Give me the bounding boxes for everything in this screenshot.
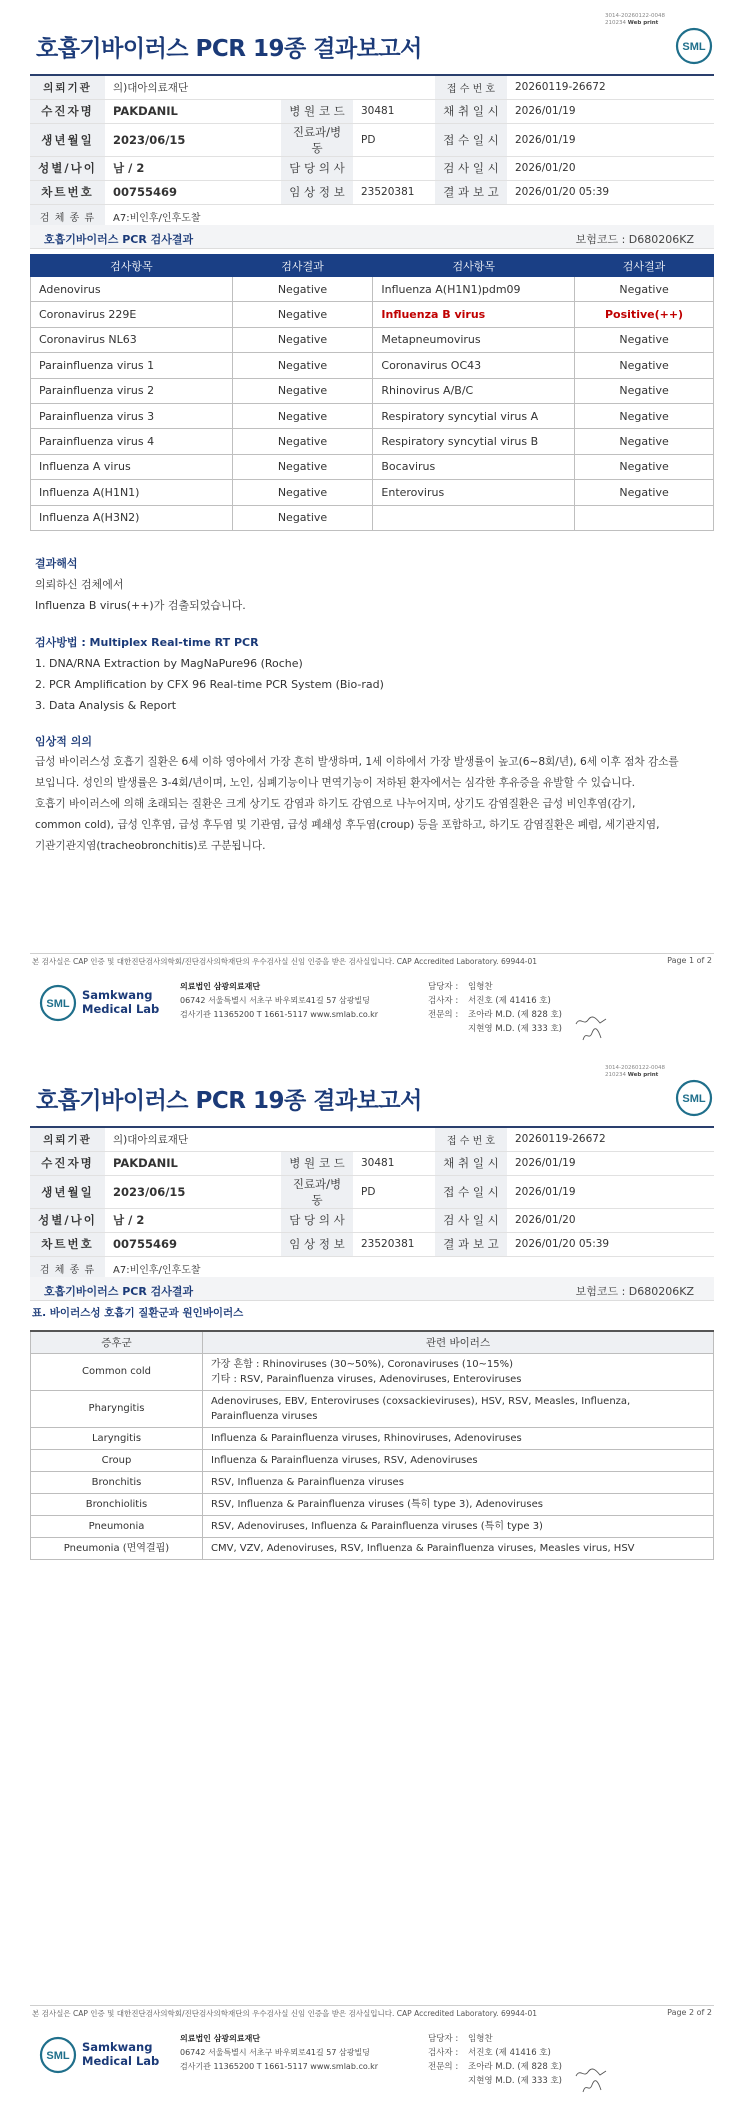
virus-line: Influenza & Parainfluenza viruses, RSV, Adenoviruses bbox=[211, 1454, 478, 1466]
test-item: Influenza A(H1N1)pdm09 bbox=[373, 277, 575, 302]
syndrome-name: Bronchiolitis bbox=[31, 1493, 203, 1515]
hospital-code-label: 병 원 코 드 bbox=[281, 1151, 353, 1175]
results-section-bar bbox=[30, 225, 714, 249]
doctor-value bbox=[353, 156, 435, 180]
doctor-label: 담 당 의 사 bbox=[281, 1208, 353, 1232]
receipt-date-label: 접 수 일 시 bbox=[435, 1175, 507, 1208]
virus-line: RSV, Adenoviruses, Influenza & Parainfluenza viruses (특히 type 3) bbox=[211, 1520, 543, 1532]
patient-name-value: PAKDANIL bbox=[105, 1151, 281, 1175]
sex-age-label: 성별/나이 bbox=[30, 156, 105, 180]
syndrome-row bbox=[31, 1353, 714, 1390]
birth-value: 2023/06/15 bbox=[105, 123, 281, 156]
virus-line: Adenoviruses, EBV, Enteroviruses (coxsackieviruses), HSV, RSV, Measles, Influenza, bbox=[211, 1395, 631, 1407]
report-title: 호흡기바이러스 PCR 19종 결과보고서 bbox=[36, 1088, 422, 1114]
related-viruses bbox=[203, 1537, 714, 1559]
results-section-title: 호흡기바이러스 PCR 검사결과 bbox=[44, 233, 194, 246]
test-result: Negative bbox=[232, 454, 373, 479]
related-viruses bbox=[203, 1390, 714, 1427]
requester-label: 의뢰기관 bbox=[30, 1127, 105, 1151]
print-id: 3014-20260122-0048 210234 Web print bbox=[605, 1065, 665, 1078]
svg-text:SML: SML bbox=[46, 2050, 70, 2062]
syndrome-name: Pneumonia (면역결핍) bbox=[31, 1537, 203, 1559]
footer-brand: Samkwang Medical Lab bbox=[82, 988, 160, 1016]
clinical-line: 기관기관지염(tracheobronchitis)로 구분됩니다. bbox=[35, 840, 266, 852]
test-item: Parainfluenza virus 1 bbox=[31, 353, 233, 378]
test-item: Parainfluenza virus 3 bbox=[31, 403, 233, 428]
syndrome-table bbox=[30, 1330, 714, 1560]
test-result: Negative bbox=[232, 302, 373, 327]
dept-label: 진료과/병동 bbox=[281, 123, 353, 156]
related-viruses bbox=[203, 1515, 714, 1537]
footer-staff: 담당자 : 임형찬 검사자 : 서진호 (제 41416 호) 전문의 : 조아라 M.D. (제 828 호) 지현영 M.D. (제 333 호) bbox=[428, 982, 563, 1034]
test-item: Coronavirus NL63 bbox=[31, 327, 233, 352]
receipt-date-label: 접 수 일 시 bbox=[435, 123, 507, 156]
footer-divider bbox=[30, 2005, 714, 2006]
report-date-value: 2026/01/20 05:39 bbox=[507, 1232, 714, 1256]
test-result: Negative bbox=[575, 378, 714, 403]
method-step: 1. DNA/RNA Extraction by MagNaPure96 (Roche) bbox=[35, 657, 303, 670]
test-result: Negative bbox=[232, 480, 373, 505]
test-result: Negative bbox=[232, 277, 373, 302]
related-viruses bbox=[203, 1471, 714, 1493]
results-row bbox=[31, 378, 714, 403]
receipt-no-label: 접 수 번 호 bbox=[435, 1127, 507, 1151]
signature-2 bbox=[580, 1027, 604, 1043]
test-item: Influenza A(H3N2) bbox=[31, 505, 233, 530]
specimen-label: 검 체 종 류 bbox=[30, 1256, 105, 1280]
specimen-label: 검 체 종 류 bbox=[30, 204, 105, 228]
test-result: Negative bbox=[575, 403, 714, 428]
test-date-value: 2026/01/20 bbox=[507, 1208, 714, 1232]
syndrome-row bbox=[31, 1390, 714, 1427]
test-item: Adenovirus bbox=[31, 277, 233, 302]
results-row bbox=[31, 302, 714, 327]
footer-divider bbox=[30, 953, 714, 954]
doctor-label: 담 당 의 사 bbox=[281, 156, 353, 180]
sex-age-value: 남 / 2 bbox=[105, 1208, 281, 1232]
results-section-title: 호흡기바이러스 PCR 검사결과 bbox=[44, 1285, 194, 1298]
dept-value: PD bbox=[353, 123, 435, 156]
results-header-cell: 검사결과 bbox=[232, 255, 373, 277]
test-date-label: 검 사 일 시 bbox=[435, 1208, 507, 1232]
collect-date-value: 2026/01/19 bbox=[507, 99, 714, 123]
virus-line: Parainfluenza viruses bbox=[211, 1410, 318, 1422]
syndrome-header-cell: 증후군 bbox=[31, 1331, 203, 1353]
test-result: Negative bbox=[575, 480, 714, 505]
chart-no-label: 차트번호 bbox=[30, 1232, 105, 1256]
test-date-label: 검 사 일 시 bbox=[435, 156, 507, 180]
test-item: Parainfluenza virus 2 bbox=[31, 378, 233, 403]
virus-line: 기타 : RSV, Parainfluenza viruses, Adenoviruses, Enteroviruses bbox=[211, 1373, 522, 1385]
results-row bbox=[31, 480, 714, 505]
syndrome-row bbox=[31, 1515, 714, 1537]
hospital-code-value: 30481 bbox=[353, 99, 435, 123]
virus-line: 가장 흔함 : Rhinoviruses (30~50%), Coronaviruses (10~15%) bbox=[211, 1358, 514, 1370]
virus-line: RSV, Influenza & Parainfluenza viruses (특히 type 3), Adenoviruses bbox=[211, 1498, 543, 1510]
sml-logo bbox=[674, 1078, 714, 1118]
test-result: Negative bbox=[575, 429, 714, 454]
results-row bbox=[31, 353, 714, 378]
svg-text:SML: SML bbox=[682, 1093, 706, 1105]
test-result: Negative bbox=[232, 378, 373, 403]
syndrome-row bbox=[31, 1537, 714, 1559]
syndrome-name: Pneumonia bbox=[31, 1515, 203, 1537]
test-item: Influenza A(H1N1) bbox=[31, 480, 233, 505]
insurance-code: 보험코드 : D680206KZ bbox=[575, 233, 694, 246]
test-result: Negative bbox=[575, 454, 714, 479]
test-item: Parainfluenza virus 4 bbox=[31, 429, 233, 454]
related-viruses bbox=[203, 1353, 714, 1390]
method-heading: 검사방법 : Multiplex Real-time RT PCR bbox=[35, 636, 259, 649]
clinical-line: common cold), 급성 인후염, 급성 후두염 및 기관염, 급성 폐쇄성 후두염(croup) 등을 포함하고, 하기도 감염질환은 폐렴, 세기관지염, bbox=[35, 819, 660, 831]
results-row bbox=[31, 505, 714, 530]
footer-staff: 담당자 : 임형찬 검사자 : 서진호 (제 41416 호) 전문의 : 조아라 M.D. (제 828 호) 지현영 M.D. (제 333 호) bbox=[428, 2034, 563, 2086]
birth-value: 2023/06/15 bbox=[105, 1175, 281, 1208]
footer-accreditation-note: 본 검사실은 CAP 인증 및 대한진단검사의학회/진단검사의학재단의 우수검사실 신임 인증을 받은 검사실입니다. CAP Accredited Laboratory. 69944-01 bbox=[32, 957, 538, 966]
report-title: 호흡기바이러스 PCR 19종 결과보고서 bbox=[36, 36, 422, 62]
method-step: 3. Data Analysis & Report bbox=[35, 699, 177, 712]
patient-info-table bbox=[30, 74, 714, 229]
virus-line: CMV, VZV, Adenoviruses, RSV, Influenza & Parainfluenza viruses, Measles virus, HSV bbox=[211, 1542, 635, 1554]
receipt-date-value: 2026/01/19 bbox=[507, 1175, 714, 1208]
signature-1 bbox=[574, 2066, 608, 2080]
related-viruses bbox=[203, 1493, 714, 1515]
dept-value: PD bbox=[353, 1175, 435, 1208]
test-item: Coronavirus 229E bbox=[31, 302, 233, 327]
clinical-info-value: 23520381 bbox=[353, 180, 435, 204]
svg-text:SML: SML bbox=[682, 41, 706, 53]
report-date-label: 결 과 보 고 bbox=[435, 180, 507, 204]
results-header-cell: 검사결과 bbox=[575, 255, 714, 277]
syndrome-row bbox=[31, 1471, 714, 1493]
syndrome-row bbox=[31, 1427, 714, 1449]
test-item: Bocavirus bbox=[373, 454, 575, 479]
receipt-no-label: 접 수 번 호 bbox=[435, 75, 507, 99]
clinical-line: 급성 바이러스성 호흡기 질환은 6세 이하 영아에서 가장 흔히 발생하며, 1세 이하에서 가장 발생률이 높고(6~8회/년), 6세 이후 점차 감소를 bbox=[35, 756, 679, 768]
test-date-value: 2026/01/20 bbox=[507, 156, 714, 180]
svg-text:SML: SML bbox=[46, 998, 70, 1010]
print-id: 3014-20260122-0048 210234 Web print bbox=[605, 13, 665, 26]
clinical-line: 호흡기 바이러스에 의해 초래되는 질환은 크게 상기도 감염과 하기도 감염으로 나누어지며, 상기도 감염질환은 급성 비인후염(감기, bbox=[35, 798, 636, 810]
page-number: Page 1 of 2 bbox=[667, 956, 712, 965]
page-number: Page 2 of 2 bbox=[667, 2008, 712, 2017]
clinical-heading: 임상적 의의 bbox=[35, 735, 92, 748]
footer-brand: Samkwang Medical Lab bbox=[82, 2040, 160, 2068]
related-viruses bbox=[203, 1449, 714, 1471]
patient-info-table bbox=[30, 1126, 714, 1281]
syndrome-row bbox=[31, 1493, 714, 1515]
footer-accreditation-note: 본 검사실은 CAP 인증 및 대한진단검사의학회/진단검사의학재단의 우수검사실 신임 인증을 받은 검사실입니다. CAP Accredited Laboratory. 69944-01 bbox=[32, 2009, 538, 2018]
requester-label: 의뢰기관 bbox=[30, 75, 105, 99]
syndrome-table-title: 표. 바이러스성 호흡기 질환군과 원인바이러스 bbox=[32, 1307, 244, 1319]
syndrome-row bbox=[31, 1449, 714, 1471]
collect-date-label: 채 취 일 시 bbox=[435, 1151, 507, 1175]
test-item: Coronavirus OC43 bbox=[373, 353, 575, 378]
birth-label: 생년월일 bbox=[30, 1175, 105, 1208]
test-result: Negative bbox=[575, 353, 714, 378]
results-row bbox=[31, 403, 714, 428]
signature-1 bbox=[574, 1014, 608, 1028]
results-header-cell: 검사항목 bbox=[373, 255, 575, 277]
signature-2 bbox=[580, 2079, 604, 2095]
interpretation-line-1: 의뢰하신 검체에서 bbox=[35, 578, 124, 591]
test-item: Enterovirus bbox=[373, 480, 575, 505]
test-result: Negative bbox=[232, 353, 373, 378]
results-header-cell: 검사항목 bbox=[31, 255, 233, 277]
syndrome-name: Bronchitis bbox=[31, 1471, 203, 1493]
patient-info bbox=[30, 1126, 714, 1281]
receipt-date-value: 2026/01/19 bbox=[507, 123, 714, 156]
test-item: Respiratory syncytial virus A bbox=[373, 403, 575, 428]
test-result: Positive(++) bbox=[575, 302, 714, 327]
report-page-2 bbox=[0, 1052, 744, 2104]
results-row bbox=[31, 454, 714, 479]
patient-name-label: 수진자명 bbox=[30, 1151, 105, 1175]
results-row bbox=[31, 277, 714, 302]
clinical-info-label: 임 상 정 보 bbox=[281, 1232, 353, 1256]
footer-address: 의료법인 삼광의료재단 06742 서울특별시 서초구 바우뫼로41길 57 삼광빌딩 검사기관 11365200 T 1661-5117 www.smlab.co.kr bbox=[180, 982, 379, 1019]
test-item: Respiratory syncytial virus B bbox=[373, 429, 575, 454]
interpretation-block bbox=[35, 553, 715, 616]
test-result: Negative bbox=[575, 327, 714, 352]
sex-age-label: 성별/나이 bbox=[30, 1208, 105, 1232]
report-date-value: 2026/01/20 05:39 bbox=[507, 180, 714, 204]
test-result: Negative bbox=[232, 505, 373, 530]
receipt-no-value: 20260119-26672 bbox=[507, 75, 714, 99]
footer-sml-logo bbox=[38, 983, 78, 1023]
clinical-line: 보입니다. 성인의 발생률은 3-4회/년이며, 노인, 심폐기능이나 면역기능이 저하된 환자에서는 심각한 후유증을 유발할 수 있습니다. bbox=[35, 777, 636, 789]
test-item: Influenza B virus bbox=[373, 302, 575, 327]
results-table bbox=[30, 254, 714, 531]
hospital-code-label: 병 원 코 드 bbox=[281, 99, 353, 123]
footer-address: 의료법인 삼광의료재단 06742 서울특별시 서초구 바우뫼로41길 57 삼광빌딩 검사기관 11365200 T 1661-5117 www.smlab.co.kr bbox=[180, 2034, 379, 2071]
dept-label: 진료과/병동 bbox=[281, 1175, 353, 1208]
specimen-value: A7:비인후/인후도찰 bbox=[105, 1256, 714, 1280]
chart-no-value: 00755469 bbox=[105, 180, 281, 204]
related-viruses bbox=[203, 1427, 714, 1449]
clinical-info-label: 임 상 정 보 bbox=[281, 180, 353, 204]
birth-label: 생년월일 bbox=[30, 123, 105, 156]
sex-age-value: 남 / 2 bbox=[105, 156, 281, 180]
doctor-value bbox=[353, 1208, 435, 1232]
syndrome-name: Croup bbox=[31, 1449, 203, 1471]
patient-name-value: PAKDANIL bbox=[105, 99, 281, 123]
chart-no-label: 차트번호 bbox=[30, 180, 105, 204]
interpretation-line-2: Influenza B virus(++)가 검출되었습니다. bbox=[35, 599, 246, 612]
test-result: Negative bbox=[232, 429, 373, 454]
clinical-block bbox=[35, 731, 715, 857]
test-item: Metapneumovirus bbox=[373, 327, 575, 352]
collect-date-value: 2026/01/19 bbox=[507, 1151, 714, 1175]
specimen-value: A7:비인후/인후도찰 bbox=[105, 204, 714, 228]
requester-value: 의)대아의료재단 bbox=[105, 75, 435, 99]
test-item bbox=[373, 505, 575, 530]
method-step: 2. PCR Amplification by CFX 96 Real-time PCR System (Bio-rad) bbox=[35, 678, 384, 691]
test-item: Rhinovirus A/B/C bbox=[373, 378, 575, 403]
interpretation-heading: 결과해석 bbox=[35, 557, 78, 570]
test-item: Influenza A virus bbox=[31, 454, 233, 479]
syndrome-header-cell: 관련 바이러스 bbox=[203, 1331, 714, 1353]
results-row bbox=[31, 327, 714, 352]
patient-info bbox=[30, 74, 714, 229]
insurance-code: 보험코드 : D680206KZ bbox=[575, 1285, 694, 1298]
requester-value: 의)대아의료재단 bbox=[105, 1127, 435, 1151]
hospital-code-value: 30481 bbox=[353, 1151, 435, 1175]
test-result bbox=[575, 505, 714, 530]
report-date-label: 결 과 보 고 bbox=[435, 1232, 507, 1256]
test-result: Negative bbox=[232, 327, 373, 352]
results-section-bar bbox=[30, 1277, 714, 1301]
chart-no-value: 00755469 bbox=[105, 1232, 281, 1256]
test-result: Negative bbox=[575, 277, 714, 302]
collect-date-label: 채 취 일 시 bbox=[435, 99, 507, 123]
sml-logo bbox=[674, 26, 714, 66]
clinical-info-value: 23520381 bbox=[353, 1232, 435, 1256]
syndrome-name: Common cold bbox=[31, 1353, 203, 1390]
receipt-no-value: 20260119-26672 bbox=[507, 1127, 714, 1151]
results-row bbox=[31, 429, 714, 454]
syndrome-name: Pharyngitis bbox=[31, 1390, 203, 1427]
test-result: Negative bbox=[232, 403, 373, 428]
method-block bbox=[35, 632, 715, 716]
virus-line: RSV, Influenza & Parainfluenza viruses bbox=[211, 1476, 404, 1488]
footer-sml-logo bbox=[38, 2035, 78, 2075]
syndrome-name: Laryngitis bbox=[31, 1427, 203, 1449]
patient-name-label: 수진자명 bbox=[30, 99, 105, 123]
virus-line: Influenza & Parainfluenza viruses, Rhinoviruses, Adenoviruses bbox=[211, 1432, 522, 1444]
